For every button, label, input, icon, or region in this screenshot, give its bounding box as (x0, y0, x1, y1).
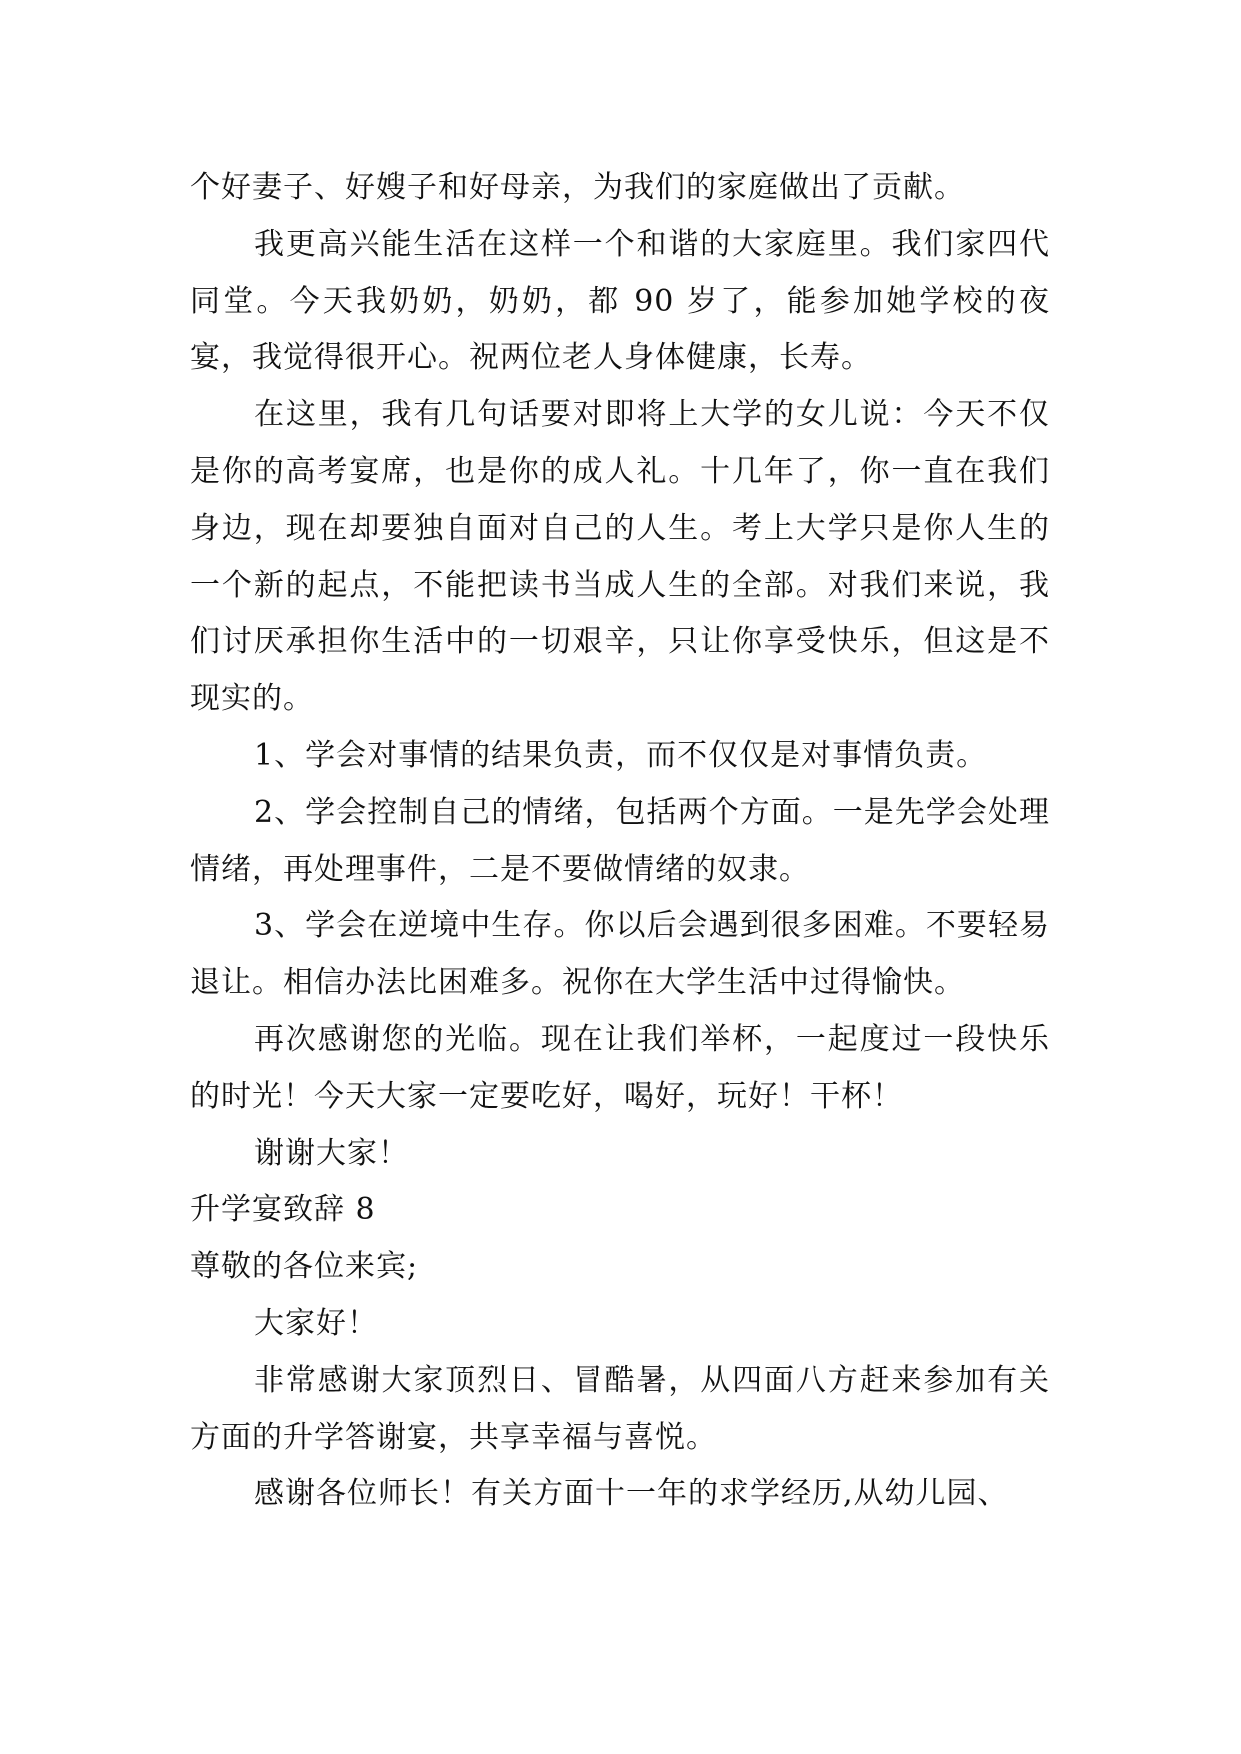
paragraph-teachers: 感谢各位师长！有关方面十一年的求学经历,从幼儿园、 (254, 1476, 1009, 1512)
paragraph-continuation: 个好妻子、好嫂子和好母亲，为我们的家庭做出了贡献。 (190, 170, 965, 205)
list-item-3: 3、学会在逆境中生存。你以后会遇到很多困难。不要轻易退让。相信办法比困难多。祝你在大学生活中过得愉快。 (190, 908, 1050, 1001)
document-body (190, 160, 1050, 1523)
paragraph-thanks: 谢谢大家！ (254, 1135, 409, 1171)
section-heading: 升学宴致辞 8 (190, 1192, 376, 1228)
salutation: 尊敬的各位来宾; (190, 1249, 419, 1285)
paragraph-toast: 再次感谢您的光临。现在让我们举杯，一起度过一段快乐的时光！今天大家一定要吃好，喝好，玩好！干杯！ (190, 1021, 1050, 1114)
greeting: 大家好！ (254, 1305, 378, 1341)
paragraph-to-daughter: 在这里，我有几句话要对即将上大学的女儿说：今天不仅是你的高考宴席，也是你的成人礼。十几年了，你一直在我们身边，现在却要独自面对自己的人生。考上大学只是你人生的一个新的起点，不能把读书当成人生的全部。对我们来说，我们讨厌承担你生活中的一切艰辛，只让你享受快乐，但这是不现实的。 (190, 397, 1050, 717)
list-item-2: 2、学会控制自己的情绪，包括两个方面。一是先学会处理情绪，再处理事件，二是不要做情绪的奴隶。 (190, 794, 1050, 887)
list-item-1: 1、学会对事情的结果负责，而不仅仅是对事情负责。 (254, 737, 988, 773)
paragraph-welcome: 非常感谢大家顶烈日、冒酷暑，从四面八方赶来参加有关方面的升学答谢宴，共享幸福与喜悦。 (190, 1362, 1050, 1455)
paragraph-family: 我更高兴能生活在这样一个和谐的大家庭里。我们家四代同堂。今天我奶奶，奶奶，都 90 岁了，能参加她学校的夜宴，我觉得很开心。祝两位老人身体健康，长寿。 (190, 226, 1050, 376)
